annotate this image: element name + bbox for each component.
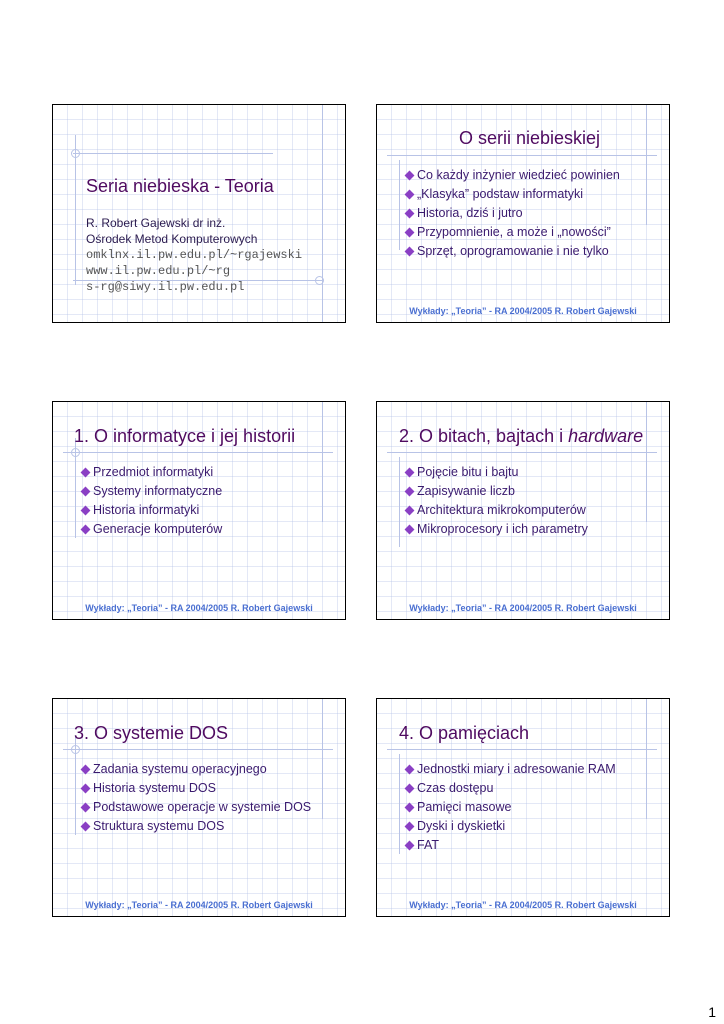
diamond-bullet-icon xyxy=(81,822,91,832)
slide-4 xyxy=(376,401,670,620)
diamond-bullet-icon xyxy=(405,784,415,794)
frame-line xyxy=(399,457,400,547)
frame-line xyxy=(322,105,323,323)
author-url-2: www.il.pw.edu.pl/~rg xyxy=(86,264,231,278)
slide-footer: Wykłady: „Teoria” - RA 2004/2005 R. Robert Gajewski xyxy=(409,603,637,613)
crosshair-icon xyxy=(71,745,80,754)
diamond-bullet-icon xyxy=(405,765,415,775)
diamond-bullet-icon xyxy=(81,506,91,516)
list-item: Przypomnienie, a może i „nowości” xyxy=(405,223,620,242)
page-number: 1 xyxy=(708,1004,716,1020)
frame-line xyxy=(63,749,333,750)
diamond-bullet-icon xyxy=(405,228,415,238)
slide-title: 4. O pamięciach xyxy=(399,723,530,743)
list-item: Struktura systemu DOS xyxy=(81,817,311,836)
diamond-bullet-icon xyxy=(81,765,91,775)
frame-line xyxy=(399,160,400,250)
frame-line xyxy=(322,699,323,819)
list-item: Historia, dziś i jutro xyxy=(405,204,620,223)
title-italic-word: hardware xyxy=(568,426,644,446)
diamond-bullet-icon xyxy=(405,506,415,516)
list-item: Sprzęt, oprogramowanie i nie tylko xyxy=(405,242,620,261)
list-item: Zapisywanie liczb xyxy=(405,482,588,501)
frame-line xyxy=(646,699,647,819)
slide-title: O serii niebieskiej xyxy=(459,128,601,148)
frame-line xyxy=(387,452,657,453)
list-item: Podstawowe operacje w systemie DOS xyxy=(81,798,311,817)
author-url-1: omklnx.il.pw.edu.pl/~rgajewski xyxy=(86,248,303,262)
frame-line xyxy=(646,105,647,225)
slide-footer: Wykłady: „Teoria” - RA 2004/2005 R. Robert Gajewski xyxy=(85,603,313,613)
diamond-bullet-icon xyxy=(405,803,415,813)
diamond-bullet-icon xyxy=(81,487,91,497)
bullet-list xyxy=(405,463,588,539)
frame-line xyxy=(387,155,657,156)
diamond-bullet-icon xyxy=(81,525,91,535)
slide-5 xyxy=(52,698,346,917)
author-info xyxy=(86,215,302,295)
author-email: s-rg@siwy.il.pw.edu.pl xyxy=(86,280,245,294)
frame-line xyxy=(73,153,273,154)
slide-title: 2. O bitach, bajtach i hardware xyxy=(399,426,644,446)
slide-footer: Wykłady: „Teoria” - RA 2004/2005 R. Robert Gajewski xyxy=(409,900,637,910)
frame-line xyxy=(322,402,323,522)
crosshair-icon xyxy=(71,448,80,457)
slide-6 xyxy=(376,698,670,917)
diamond-bullet-icon xyxy=(405,841,415,851)
list-item: Pamięci masowe xyxy=(405,798,616,817)
list-item: Co każdy inżynier wiedzieć powinien xyxy=(405,166,620,185)
frame-line xyxy=(387,749,657,750)
list-item: Jednostki miary i adresowanie RAM xyxy=(405,760,616,779)
list-item: Architektura mikrokomputerów xyxy=(405,501,588,520)
slide-title: 3. O systemie DOS xyxy=(74,723,229,743)
slide-1 xyxy=(52,104,346,323)
slide-3 xyxy=(52,401,346,620)
list-item: Zadania systemu operacyjnego xyxy=(81,760,311,779)
list-item: Przedmiot informatyki xyxy=(81,463,222,482)
author-name: R. Robert Gajewski dr inż. xyxy=(86,216,226,230)
crosshair-icon xyxy=(71,149,80,158)
list-item: Mikroprocesory i ich parametry xyxy=(405,520,588,539)
diamond-bullet-icon xyxy=(81,803,91,813)
crosshair-icon xyxy=(315,276,324,285)
list-item: FAT xyxy=(405,836,616,855)
slide-2 xyxy=(376,104,670,323)
list-item: Historia informatyki xyxy=(81,501,222,520)
list-item: Pojęcie bitu i bajtu xyxy=(405,463,588,482)
slide-title: Seria niebieska - Teoria xyxy=(86,176,274,196)
diamond-bullet-icon xyxy=(405,487,415,497)
diamond-bullet-icon xyxy=(405,247,415,257)
list-item: Dyski i dyskietki xyxy=(405,817,616,836)
list-item: Generacje komputerów xyxy=(81,520,222,539)
frame-line xyxy=(646,402,647,522)
diamond-bullet-icon xyxy=(405,171,415,181)
bullet-list xyxy=(405,760,616,855)
bullet-list xyxy=(81,760,311,836)
bullet-list xyxy=(81,463,222,539)
diamond-bullet-icon xyxy=(405,525,415,535)
list-item: „Klasyka” podstaw informatyki xyxy=(405,185,620,204)
diamond-bullet-icon xyxy=(405,822,415,832)
frame-line xyxy=(63,452,333,453)
list-item: Systemy informatyczne xyxy=(81,482,222,501)
slide-title: 1. O informatyce i jej historii xyxy=(74,426,296,446)
bullet-list xyxy=(405,166,620,261)
frame-line xyxy=(399,754,400,854)
list-item: Czas dostępu xyxy=(405,779,616,798)
diamond-bullet-icon xyxy=(81,784,91,794)
diamond-bullet-icon xyxy=(405,468,415,478)
diamond-bullet-icon xyxy=(405,209,415,219)
list-item: Historia systemu DOS xyxy=(81,779,311,798)
diamond-bullet-icon xyxy=(405,190,415,200)
slide-footer: Wykłady: „Teoria” - RA 2004/2005 R. Robert Gajewski xyxy=(85,900,313,910)
author-org: Ośrodek Metod Komputerowych xyxy=(86,232,258,246)
slide-footer: Wykłady: „Teoria” - RA 2004/2005 R. Robert Gajewski xyxy=(409,306,637,316)
diamond-bullet-icon xyxy=(81,468,91,478)
